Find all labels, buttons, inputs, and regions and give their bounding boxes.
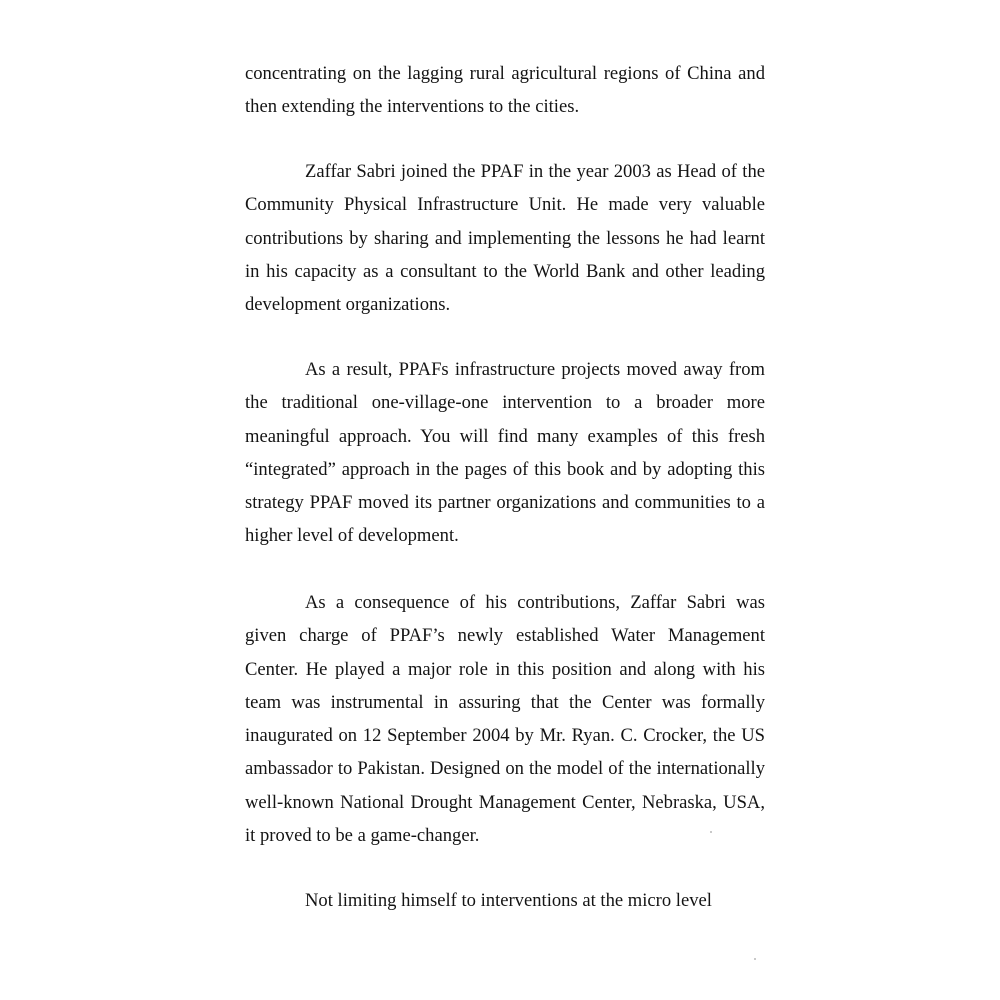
- scan-speck: [754, 958, 756, 960]
- scan-speck: [710, 831, 712, 833]
- paragraph-micro-level: Not limiting himself to interventions at the micro level: [305, 890, 712, 911]
- paragraph-water-management-center: As a consequence of his contributions, Zaffar Sabri was given charge of PPAF’s newly established Water Management Center. He played a major role in this position and along with his team was instrumental in assuring that the Center was formally inaugurated on 12 September 2004 by Mr. Ryan. C. Crocker, the US ambassador to Pakistan. Designed on the model of the internationally well-known National Drought Management Center, Nebraska, USA, it proved to be a game-changer.: [245, 592, 765, 847]
- paragraph-continuation: concentrating on the lagging rural agricultural regions of China and then extending the interventions to the cities.: [245, 63, 765, 118]
- paragraph-integrated-approach: As a result, PPAFs infrastructure projects moved away from the traditional one-village-one intervention to a broader more meaningful approach. You will find many examples of this fresh “integrated” approach in the pages of this book and by adopting this strategy PPAF moved its partner organizations and communities to a higher level of development.: [245, 359, 765, 547]
- paragraph-zaffar-joined: Zaffar Sabri joined the PPAF in the year 2003 as Head of the Community Physical Infrastructure Unit. He made very valuable contributions by sharing and implementing the lessons he had learnt in his capacity as a consultant to the World Bank and other leading development organizations.: [245, 161, 765, 316]
